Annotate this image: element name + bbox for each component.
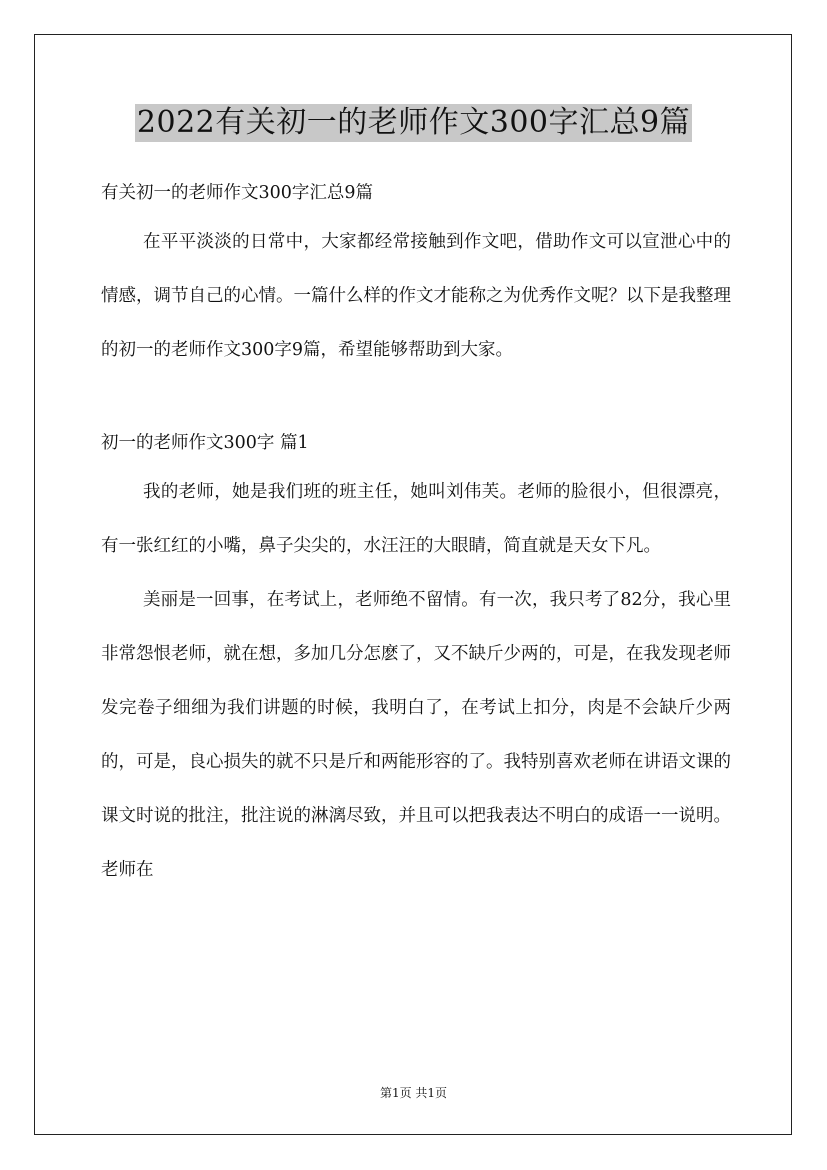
title-container bbox=[0, 104, 827, 142]
body-paragraph: 我的老师，她是我们班的班主任，她叫刘伟芙。老师的脸很小，但很漂亮，有一张红红的小嘴，鼻子尖尖的，水汪汪的大眼睛，简直就是天女下凡。 bbox=[101, 482, 731, 556]
document-subtitle: 有关初一的老师作文300字汇总9篇 bbox=[101, 183, 374, 203]
body-paragraph: 美丽是一回事，在考试上，老师绝不留情。有一次，我只考了82分，我心里非常怨恨老师，就在想，多加几分怎麽了，又不缺斤少两的，可是，在我发现老师发完卷子细细为我们讲题的时候，我明白了，在考试上扣分，肉是不会缺斤少两的，可是，良心损失的就不只是斤和两能形容的了。我特别喜欢老师在讲语文课的课文时说的批注，批注说的淋漓尽致，并且可以把我表达不明白的成语一一说明。老师在 bbox=[101, 590, 731, 880]
page-footer: 第1页 共1页 bbox=[379, 1086, 448, 1100]
document-title: 2022有关初一的老师作文300字汇总9篇 bbox=[136, 105, 691, 140]
document-body bbox=[101, 171, 731, 897]
spacer bbox=[101, 377, 731, 421]
section-heading: 初一的老师作文300字 篇1 bbox=[101, 433, 309, 453]
intro-paragraph: 在平平淡淡的日常中，大家都经常接触到作文吧，借助作文可以宣泄心中的情感，调节自己的心情。一篇什么样的作文才能称之为优秀作文呢？以下是我整理的初一的老师作文300字9篇，希望能够帮助到大家。 bbox=[101, 232, 731, 360]
